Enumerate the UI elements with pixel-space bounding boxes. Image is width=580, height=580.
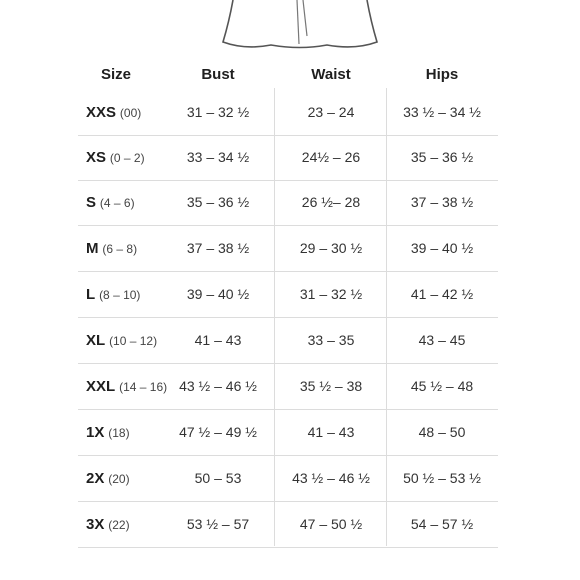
- table-row: [78, 90, 498, 135]
- table-row: [78, 180, 498, 225]
- dress-illustration-icon: [215, 0, 385, 52]
- hips-cell: 43 – 45: [418, 332, 466, 348]
- waist-cell: 41 – 43: [307, 424, 355, 440]
- bust-cell: 33 – 34 ½: [186, 149, 250, 165]
- size-number: (8 – 10): [99, 288, 141, 302]
- bust-cell: 39 – 40 ½: [186, 286, 250, 302]
- size-label: 2X: [86, 470, 105, 487]
- header-bust: Bust: [201, 66, 235, 83]
- bust-cell: 53 ½ – 57: [186, 516, 250, 532]
- size-number: (0 – 2): [109, 151, 145, 165]
- hips-cell: 33 ½ – 34 ½: [403, 104, 481, 120]
- size-label: S: [86, 194, 97, 211]
- waist-cell: 33 – 35: [307, 332, 355, 348]
- waist-cell: 35 ½ – 38: [299, 378, 363, 394]
- hips-cell: 37 – 38 ½: [410, 194, 474, 210]
- waist-cell: 29 – 30 ½: [299, 240, 363, 256]
- size-label: XL: [86, 332, 106, 349]
- waist-cell: 23 – 24: [307, 104, 355, 120]
- header-size: Size: [100, 66, 131, 83]
- waist-cell: 43 ½ – 46 ½: [292, 470, 370, 486]
- size-label: 3X: [86, 516, 105, 533]
- size-number: (4 – 6): [99, 196, 135, 210]
- size-cell: [78, 90, 160, 135]
- hips-cell: 41 – 42 ½: [410, 286, 474, 302]
- waist-cell: 26 ½– 28: [301, 194, 361, 210]
- waist-cell: 24½ – 26: [301, 149, 361, 165]
- table-row: [78, 272, 498, 317]
- size-cell: [78, 180, 160, 225]
- table-row: [78, 226, 498, 271]
- waist-cell: 31 – 32 ½: [299, 286, 363, 302]
- hips-cell: 39 – 40 ½: [410, 240, 474, 256]
- table-row: [78, 502, 498, 547]
- header-waist: Waist: [311, 66, 351, 83]
- bust-cell: 41 – 43: [194, 332, 242, 348]
- size-cell: [78, 226, 160, 271]
- bust-cell: 37 – 38 ½: [186, 240, 250, 256]
- size-label: L: [86, 286, 96, 303]
- table-row: [78, 456, 498, 501]
- size-cell: [78, 456, 160, 501]
- hips-cell: 54 – 57 ½: [410, 516, 474, 532]
- bust-cell: 35 – 36 ½: [186, 194, 250, 210]
- bust-cell: 31 – 32 ½: [186, 104, 250, 120]
- size-cell: [78, 272, 160, 317]
- size-number: (14 – 16): [119, 380, 168, 394]
- hips-cell: 48 – 50: [418, 424, 466, 440]
- size-number: (20): [108, 472, 130, 486]
- size-number: (18): [108, 426, 130, 440]
- bust-cell: 50 – 53: [194, 470, 242, 486]
- header-hips: Hips: [425, 66, 459, 83]
- size-label: 1X: [86, 424, 105, 441]
- table-row: [78, 364, 498, 409]
- size-number: (00): [119, 106, 142, 120]
- size-number: (6 – 8): [102, 242, 138, 256]
- size-label: XXL: [86, 378, 116, 395]
- waist-cell: 47 – 50 ½: [299, 516, 363, 532]
- size-cell: [78, 410, 160, 455]
- bust-cell: 47 ½ – 49 ½: [179, 424, 257, 440]
- size-number: (10 – 12): [109, 334, 158, 348]
- table-row: [78, 135, 498, 180]
- row-divider: [78, 547, 498, 548]
- hips-cell: 35 – 36 ½: [410, 149, 474, 165]
- table-row: [78, 318, 498, 363]
- size-label: XXS: [86, 104, 117, 121]
- size-label: XS: [86, 149, 107, 166]
- size-cell: [78, 135, 160, 180]
- size-cell: [78, 318, 160, 363]
- hips-cell: 45 ½ – 48: [410, 378, 474, 394]
- size-number: (22): [108, 518, 130, 532]
- size-cell: [78, 364, 168, 409]
- hips-cell: 50 ½ – 53 ½: [403, 470, 481, 486]
- size-cell: [78, 502, 160, 547]
- size-label: M: [86, 240, 99, 257]
- bust-cell: 43 ½ – 46 ½: [179, 378, 257, 394]
- table-row: [78, 410, 498, 455]
